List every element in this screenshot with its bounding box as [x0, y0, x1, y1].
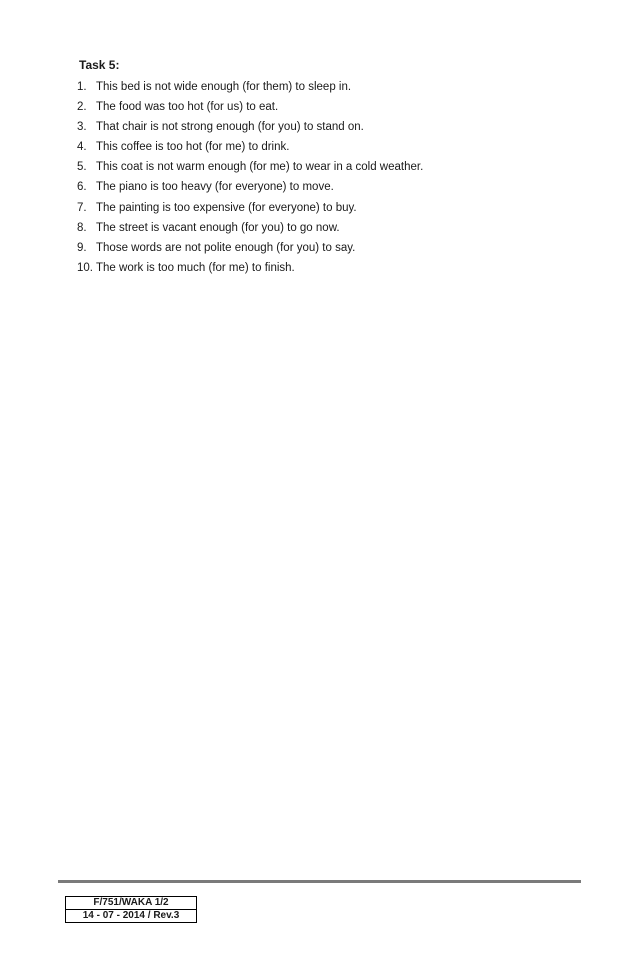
list-item [77, 120, 423, 140]
item-number: 4. [77, 141, 87, 154]
list-item [77, 160, 423, 180]
item-text: This coffee is too hot (for me) to drink. [96, 141, 290, 154]
list-item [77, 80, 423, 100]
document-control-box [65, 896, 197, 923]
item-text: This bed is not wide enough (for them) to sleep in. [96, 81, 352, 93]
task-list [77, 80, 423, 281]
item-text: The painting is too expensive (for everyone) to buy. [96, 201, 357, 214]
list-item [77, 140, 423, 160]
item-text: That chair is not strong enough (for you) to stand on. [96, 121, 364, 134]
footer-divider [58, 880, 581, 883]
item-number: 8. [77, 221, 87, 234]
item-text: The piano is too heavy (for everyone) to move. [96, 181, 334, 194]
item-number: 7. [77, 201, 87, 214]
task-title: Task 5: [79, 58, 120, 72]
item-text: The street is vacant enough (for you) to go now. [96, 221, 340, 234]
item-number: 2. [77, 101, 87, 114]
list-item [77, 180, 423, 200]
list-item [77, 201, 423, 221]
item-number: 3. [77, 121, 87, 134]
item-number: 6. [77, 181, 87, 194]
revision-date: 14 - 07 - 2014 / Rev.3 [66, 909, 196, 922]
item-number: 9. [77, 241, 87, 254]
item-text: This coat is not warm enough (for me) to wear in a cold weather. [96, 161, 424, 174]
item-text: The food was too hot (for us) to eat. [96, 101, 279, 114]
item-text: Those words are not polite enough (for you) to say. [96, 241, 356, 254]
item-number: 1. [77, 81, 87, 93]
list-item [77, 221, 423, 241]
item-text: The work is too much (for me) to finish. [96, 261, 295, 274]
form-code: F/751/WAKA 1/2 [93, 897, 169, 908]
item-number: 5. [77, 161, 87, 174]
list-item [77, 100, 423, 120]
list-item [77, 241, 423, 261]
item-number: 10. [77, 261, 93, 274]
list-item [77, 261, 423, 281]
